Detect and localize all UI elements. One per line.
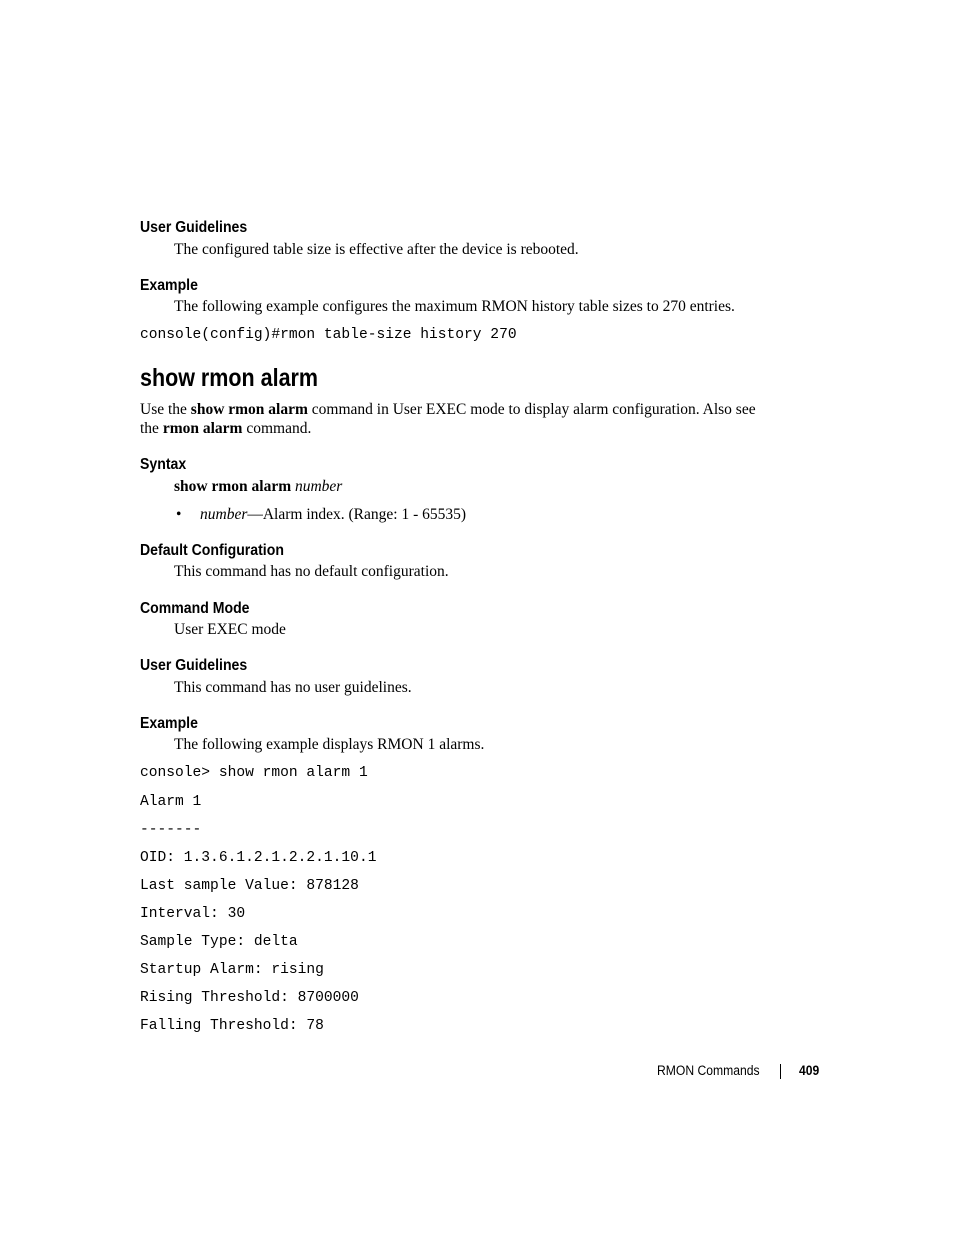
syntax-command bbox=[174, 477, 342, 496]
code-line: Last sample Value: 878128 bbox=[140, 878, 359, 894]
user-guidelines-text: The configured table size is effective after the device is rebooted. bbox=[174, 241, 579, 258]
code-line: Falling Threshold: 78 bbox=[140, 1018, 324, 1034]
syntax-param: number bbox=[294, 478, 343, 495]
bullet-icon: • bbox=[176, 506, 182, 523]
example-code: console(config)#rmon table-size history 270 bbox=[140, 327, 517, 343]
param-description bbox=[200, 505, 466, 524]
footer-separator bbox=[780, 1064, 781, 1079]
example-text: The following example configures the maximum RMON history table sizes to 270 entries. bbox=[174, 298, 735, 315]
code-line: OID: 1.3.6.1.2.1.2.2.1.10.1 bbox=[140, 850, 377, 866]
desc-related-command: rmon alarm bbox=[162, 420, 243, 437]
desc-text: Use the bbox=[140, 401, 191, 418]
desc-command-name: show rmon alarm bbox=[190, 401, 308, 418]
section-heading-default-configuration: Default Configuration bbox=[140, 542, 284, 559]
user-guidelines-text-2: This command has no user guidelines. bbox=[174, 679, 412, 696]
syntax-command-name: show rmon alarm bbox=[174, 478, 292, 495]
section-heading-example-2: Example bbox=[140, 715, 198, 732]
code-line: Startup Alarm: rising bbox=[140, 962, 324, 978]
code-line: console> show rmon alarm 1 bbox=[140, 765, 368, 781]
command-mode-text: User EXEC mode bbox=[174, 621, 286, 638]
command-title: show rmon alarm bbox=[140, 364, 319, 392]
desc-text: the bbox=[140, 420, 163, 437]
example-text-2: The following example displays RMON 1 alarms. bbox=[174, 736, 485, 753]
command-description-line-2 bbox=[140, 419, 311, 438]
code-line: ------- bbox=[140, 822, 202, 838]
code-line: Rising Threshold: 8700000 bbox=[140, 990, 359, 1006]
default-configuration-text: This command has no default configuration. bbox=[174, 563, 449, 580]
footer-chapter-title: RMON Commands bbox=[657, 1063, 760, 1078]
code-line: Interval: 30 bbox=[140, 906, 246, 922]
section-heading-user-guidelines-2: User Guidelines bbox=[140, 657, 248, 674]
section-heading-example: Example bbox=[140, 277, 198, 294]
section-heading-user-guidelines: User Guidelines bbox=[140, 219, 248, 236]
section-heading-syntax: Syntax bbox=[140, 456, 187, 473]
desc-text: command. bbox=[242, 420, 312, 437]
desc-text: command in User EXEC mode to display alarm configuration. Also see bbox=[307, 401, 756, 418]
section-heading-command-mode: Command Mode bbox=[140, 600, 250, 617]
code-line: Sample Type: delta bbox=[140, 934, 298, 950]
command-description-line-1 bbox=[140, 400, 756, 419]
code-line: Alarm 1 bbox=[140, 794, 202, 810]
param-name: number bbox=[200, 506, 248, 523]
param-desc-text: —Alarm index. (Range: 1 - 65535) bbox=[247, 506, 467, 523]
page-number: 409 bbox=[799, 1063, 820, 1078]
